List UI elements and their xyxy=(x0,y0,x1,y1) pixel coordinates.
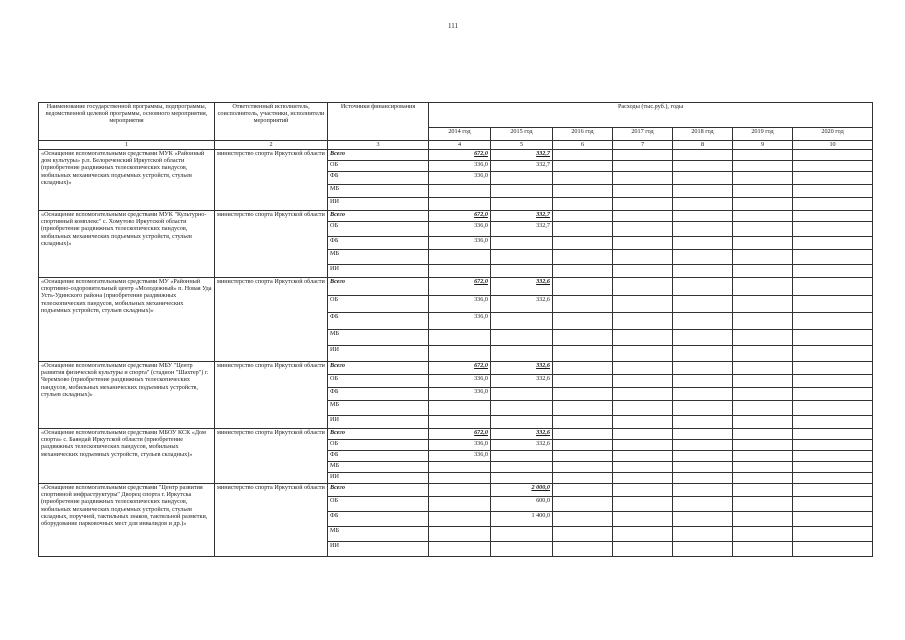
expense-value-2014 xyxy=(429,484,491,497)
responsible-executor: министерство спорта Иркутской области xyxy=(215,484,328,557)
column-number: 9 xyxy=(733,141,793,150)
funding-source-label: МБ xyxy=(328,330,429,346)
funding-source-label: Всего xyxy=(328,211,429,222)
expense-value-2014 xyxy=(429,542,491,557)
expense-value-2015: 332,6 xyxy=(491,375,553,388)
expense-value-empty xyxy=(613,497,673,512)
expense-value-empty xyxy=(613,296,673,313)
expense-value-empty xyxy=(673,497,733,512)
expense-value-empty xyxy=(673,512,733,527)
expense-value-empty xyxy=(733,296,793,313)
expense-value-empty xyxy=(613,362,673,375)
expense-value-2014: 672,0 xyxy=(429,150,491,161)
expense-value-2014: 672,0 xyxy=(429,211,491,222)
expense-value-2015 xyxy=(491,473,553,484)
header-executor: Ответственный исполнитель, соисполнитель, участники, исполнители мероприятий xyxy=(215,103,328,141)
table-row xyxy=(39,429,873,440)
expense-value-empty xyxy=(733,172,793,185)
expense-value-empty xyxy=(553,150,613,161)
funding-source-label: Всего xyxy=(328,429,429,440)
expense-value-empty xyxy=(793,388,873,401)
expense-value-empty xyxy=(673,172,733,185)
expense-value-2015: 332,6 xyxy=(491,429,553,440)
expense-value-2015 xyxy=(491,172,553,185)
expense-value-empty xyxy=(613,440,673,451)
funding-source-label: ИИ xyxy=(328,198,429,211)
page-number: 111 xyxy=(448,22,458,30)
expense-value-empty xyxy=(553,542,613,557)
expense-value-2015 xyxy=(491,346,553,362)
table-row xyxy=(39,484,873,497)
expense-value-empty xyxy=(553,330,613,346)
funding-source-label: ФБ xyxy=(328,313,429,330)
expense-value-2015 xyxy=(491,401,553,416)
expense-value-2015 xyxy=(491,237,553,250)
expense-value-empty xyxy=(553,161,613,172)
expense-value-2014 xyxy=(429,497,491,512)
expense-value-2014: 336,0 xyxy=(429,161,491,172)
funding-source-label: МБ xyxy=(328,527,429,542)
expense-value-empty xyxy=(553,512,613,527)
expense-value-empty xyxy=(613,484,673,497)
expense-value-empty xyxy=(553,185,613,198)
expense-value-empty xyxy=(613,172,673,185)
expense-value-empty xyxy=(793,462,873,473)
funding-source-label: ФБ xyxy=(328,172,429,185)
expense-value-empty xyxy=(673,198,733,211)
expense-value-empty xyxy=(613,161,673,172)
column-number: 2 xyxy=(215,141,328,150)
expense-value-2015: 332,6 xyxy=(491,440,553,451)
expense-value-empty xyxy=(673,429,733,440)
expense-value-empty xyxy=(613,451,673,462)
expense-value-empty xyxy=(793,346,873,362)
expense-value-2014: 336,0 xyxy=(429,388,491,401)
funding-source-label: ФБ xyxy=(328,388,429,401)
expense-value-empty xyxy=(793,527,873,542)
expense-value-empty xyxy=(793,375,873,388)
funding-source-label: Всего xyxy=(328,278,429,296)
expense-value-2014 xyxy=(429,330,491,346)
expense-value-empty xyxy=(553,484,613,497)
table-row xyxy=(39,150,873,161)
expense-value-empty xyxy=(673,440,733,451)
expense-value-2015 xyxy=(491,527,553,542)
expense-value-empty xyxy=(733,161,793,172)
expense-value-empty xyxy=(793,362,873,375)
funding-source-label: МБ xyxy=(328,401,429,416)
header-expenses: Расходы (тыс.руб.), годы xyxy=(429,103,873,128)
expense-value-empty xyxy=(793,416,873,429)
expense-value-empty xyxy=(553,440,613,451)
header-year: 2016 год xyxy=(553,128,613,141)
expense-value-empty xyxy=(733,497,793,512)
expense-value-2014 xyxy=(429,250,491,265)
expense-value-empty xyxy=(733,484,793,497)
expense-value-empty xyxy=(553,265,613,278)
table-row xyxy=(39,211,873,222)
expense-value-empty xyxy=(733,542,793,557)
expense-value-empty xyxy=(673,346,733,362)
expense-value-2014: 672,0 xyxy=(429,429,491,440)
expense-value-empty xyxy=(673,222,733,237)
expense-value-empty xyxy=(793,278,873,296)
expense-value-2015 xyxy=(491,451,553,462)
expense-value-2014 xyxy=(429,527,491,542)
expense-value-empty xyxy=(613,429,673,440)
expense-value-empty xyxy=(553,375,613,388)
expense-value-empty xyxy=(673,296,733,313)
expense-value-empty xyxy=(793,250,873,265)
expense-value-empty xyxy=(793,440,873,451)
expense-value-empty xyxy=(673,330,733,346)
expense-value-2015 xyxy=(491,416,553,429)
expense-value-empty xyxy=(673,473,733,484)
expense-value-empty xyxy=(733,473,793,484)
expense-value-2014 xyxy=(429,416,491,429)
expense-value-empty xyxy=(733,401,793,416)
expense-value-empty xyxy=(613,222,673,237)
expense-value-empty xyxy=(673,265,733,278)
expense-value-2015: 332,6 xyxy=(491,296,553,313)
expense-value-empty xyxy=(613,512,673,527)
activity-description: «Оснащение вспомогательными средствами МУ «Районный спортивно-оздоровительный центр «Молодежный» п. Новая Уда Усть-Удинского района (приобретение раздвижных телескопических пандусов, мобильных механических подъемных устройств, стульев складных)» xyxy=(39,278,215,362)
expense-value-empty xyxy=(553,462,613,473)
expense-value-2014: 336,0 xyxy=(429,313,491,330)
funding-source-label: МБ xyxy=(328,250,429,265)
funding-source-label: ОБ xyxy=(328,497,429,512)
funding-source-label: Всего xyxy=(328,362,429,375)
expense-value-2015 xyxy=(491,330,553,346)
expense-value-empty xyxy=(553,388,613,401)
expense-value-2015 xyxy=(491,542,553,557)
expense-value-empty xyxy=(673,250,733,265)
expense-value-empty xyxy=(613,416,673,429)
expense-value-empty xyxy=(793,473,873,484)
funding-source-label: Всего xyxy=(328,484,429,497)
expense-value-empty xyxy=(673,185,733,198)
expense-value-empty xyxy=(793,198,873,211)
expense-value-empty xyxy=(733,527,793,542)
expense-value-2014: 672,0 xyxy=(429,362,491,375)
expense-value-2015: 332,6 xyxy=(491,362,553,375)
funding-source-label: ОБ xyxy=(328,296,429,313)
expense-value-empty xyxy=(673,401,733,416)
expense-value-empty xyxy=(793,542,873,557)
funding-source-label: ИИ xyxy=(328,265,429,278)
table-row xyxy=(39,278,873,296)
expense-value-empty xyxy=(613,462,673,473)
expense-value-empty xyxy=(613,527,673,542)
expense-value-empty xyxy=(733,150,793,161)
expense-value-empty xyxy=(733,429,793,440)
funding-source-label: ОБ xyxy=(328,375,429,388)
expense-value-empty xyxy=(673,451,733,462)
expense-value-2014 xyxy=(429,265,491,278)
expense-value-empty xyxy=(613,388,673,401)
expense-value-2014 xyxy=(429,401,491,416)
expense-value-empty xyxy=(733,330,793,346)
funding-source-label: МБ xyxy=(328,185,429,198)
funding-source-label: ФБ xyxy=(328,512,429,527)
expense-value-empty xyxy=(553,473,613,484)
expense-value-empty xyxy=(673,542,733,557)
header-year: 2019 год xyxy=(733,128,793,141)
expense-value-empty xyxy=(613,211,673,222)
expense-value-empty xyxy=(793,265,873,278)
activity-description: «Оснащение вспомогательными средствами МБУ "Центр развития физической культуры и спорта" (стадион "Шахтер") г. Черемхово (приобретение раздвижных телескопических пандусов, мобильных механических подъемных устройств, стульев складных)» xyxy=(39,362,215,429)
expense-value-empty xyxy=(553,296,613,313)
expense-value-empty xyxy=(673,388,733,401)
expense-value-empty xyxy=(733,462,793,473)
activity-description: «Оснащение вспомогательными средствами "Центр развития спортивной инфраструктуры" Дворец спорта г. Иркутска (приобретение раздвижных телескопических пандусов, мобильных механических подъемных устройств, стульев складных, поручней, тактильных знаков, тактильной разметки, оборудование парковочных мест для инвалидов и др.)» xyxy=(39,484,215,557)
expense-value-empty xyxy=(733,416,793,429)
expense-value-empty xyxy=(733,375,793,388)
column-number: 4 xyxy=(429,141,491,150)
funding-source-label: ИИ xyxy=(328,346,429,362)
expense-value-empty xyxy=(553,346,613,362)
column-number: 7 xyxy=(613,141,673,150)
expense-value-empty xyxy=(613,346,673,362)
expense-value-empty xyxy=(673,375,733,388)
expense-value-empty xyxy=(673,484,733,497)
expense-value-empty xyxy=(613,330,673,346)
expense-value-empty xyxy=(793,497,873,512)
expense-value-empty xyxy=(793,429,873,440)
expense-value-empty xyxy=(733,313,793,330)
expense-value-empty xyxy=(553,527,613,542)
column-number: 5 xyxy=(491,141,553,150)
expense-value-empty xyxy=(613,150,673,161)
expense-value-empty xyxy=(553,497,613,512)
expense-value-2014 xyxy=(429,512,491,527)
expense-value-empty xyxy=(673,462,733,473)
column-number: 6 xyxy=(553,141,613,150)
expense-value-empty xyxy=(553,278,613,296)
funding-source-label: ФБ xyxy=(328,451,429,462)
funding-source-label: ИИ xyxy=(328,473,429,484)
expense-value-empty xyxy=(673,278,733,296)
expense-value-empty xyxy=(793,150,873,161)
expense-value-empty xyxy=(733,250,793,265)
expense-value-empty xyxy=(553,416,613,429)
expense-value-empty xyxy=(553,401,613,416)
expense-value-empty xyxy=(793,451,873,462)
expense-value-empty xyxy=(613,198,673,211)
expense-value-empty xyxy=(553,222,613,237)
funding-source-label: МБ xyxy=(328,462,429,473)
expense-value-empty xyxy=(553,429,613,440)
column-number: 10 xyxy=(793,141,873,150)
expense-value-2014: 336,0 xyxy=(429,172,491,185)
expense-value-2015: 2 000,0 xyxy=(491,484,553,497)
expense-value-2015 xyxy=(491,185,553,198)
expense-value-empty xyxy=(613,473,673,484)
header-year: 2015 год xyxy=(491,128,553,141)
expense-value-2014: 336,0 xyxy=(429,375,491,388)
expense-value-empty xyxy=(793,296,873,313)
expense-value-empty xyxy=(613,542,673,557)
expense-value-empty xyxy=(553,237,613,250)
expense-value-empty xyxy=(673,362,733,375)
expense-value-empty xyxy=(673,237,733,250)
expense-value-2014: 336,0 xyxy=(429,237,491,250)
expense-value-empty xyxy=(553,250,613,265)
activity-description: «Оснащение вспомогательными средствами МУК "Культурно-спортивный комплекс" с. Хомутово Иркутской области (приобретение раздвижных телескопических пандусов, мобильных механических подъемных устройств, стульев складных)» xyxy=(39,211,215,278)
expense-value-empty xyxy=(793,330,873,346)
expense-value-2015 xyxy=(491,250,553,265)
expense-value-2014 xyxy=(429,462,491,473)
expense-value-empty xyxy=(613,265,673,278)
expense-value-2015: 332,6 xyxy=(491,278,553,296)
header-name: Наименование государственной программы, подпрограммы, ведомственной целевой программы, основного мероприятия, мероприятия xyxy=(39,103,215,141)
expense-value-2014: 336,0 xyxy=(429,440,491,451)
funding-source-label: ФБ xyxy=(328,237,429,250)
funding-source-label: ИИ xyxy=(328,542,429,557)
expense-value-2015 xyxy=(491,388,553,401)
funding-source-label: ОБ xyxy=(328,440,429,451)
expense-value-2015 xyxy=(491,462,553,473)
expense-value-2014 xyxy=(429,198,491,211)
expense-value-empty xyxy=(733,362,793,375)
funding-source-label: Всего xyxy=(328,150,429,161)
expense-value-empty xyxy=(733,388,793,401)
responsible-executor: министерство спорта Иркутской области xyxy=(215,429,328,484)
expense-value-2014: 336,0 xyxy=(429,222,491,237)
expense-value-empty xyxy=(673,416,733,429)
financing-table xyxy=(38,102,873,557)
funding-source-label: ИИ xyxy=(328,416,429,429)
expense-value-empty xyxy=(733,346,793,362)
expense-value-empty xyxy=(613,401,673,416)
expense-value-2014: 672,0 xyxy=(429,278,491,296)
expense-value-empty xyxy=(733,265,793,278)
expense-value-empty xyxy=(793,401,873,416)
expense-value-2014 xyxy=(429,185,491,198)
header-year: 2020 год xyxy=(793,128,873,141)
expense-value-empty xyxy=(793,161,873,172)
expense-value-empty xyxy=(673,211,733,222)
responsible-executor: министерство спорта Иркутской области xyxy=(215,278,328,362)
table-row xyxy=(39,362,873,375)
expense-value-2014 xyxy=(429,473,491,484)
expense-value-2015: 1 400,0 xyxy=(491,512,553,527)
expense-value-empty xyxy=(733,512,793,527)
expense-value-empty xyxy=(793,237,873,250)
expense-value-empty xyxy=(673,150,733,161)
expense-value-empty xyxy=(613,185,673,198)
expense-value-empty xyxy=(613,313,673,330)
expense-value-empty xyxy=(553,198,613,211)
expense-value-empty xyxy=(733,278,793,296)
header-year: 2017 год xyxy=(613,128,673,141)
activity-description: «Оснащение вспомогательными средствами МУК «Районный дом культуры» р.п. Белореченский Иркутской области (приобретение раздвижных телескопических пандусов, мобильных механических подъемных устройств, стульев складных)» xyxy=(39,150,215,211)
expense-value-empty xyxy=(793,172,873,185)
expense-value-empty xyxy=(553,172,613,185)
expense-value-2015: 332,7 xyxy=(491,150,553,161)
expense-value-empty xyxy=(733,451,793,462)
expense-value-empty xyxy=(673,313,733,330)
expense-value-empty xyxy=(793,484,873,497)
expense-value-2014: 336,0 xyxy=(429,296,491,313)
expense-value-empty xyxy=(613,375,673,388)
expense-value-2015: 600,0 xyxy=(491,497,553,512)
responsible-executor: министерство спорта Иркутской области xyxy=(215,362,328,429)
expense-value-empty xyxy=(553,362,613,375)
expense-value-empty xyxy=(613,250,673,265)
expense-value-empty xyxy=(793,512,873,527)
expense-value-empty xyxy=(553,211,613,222)
expense-value-empty xyxy=(673,527,733,542)
expense-value-empty xyxy=(733,211,793,222)
responsible-executor: министерство спорта Иркутской области xyxy=(215,150,328,211)
expense-value-empty xyxy=(733,440,793,451)
header-source: Источники финансирования xyxy=(328,103,429,141)
expense-value-empty xyxy=(673,161,733,172)
expense-value-empty xyxy=(613,237,673,250)
expense-value-empty xyxy=(733,198,793,211)
expense-value-2015 xyxy=(491,265,553,278)
expense-value-empty xyxy=(793,211,873,222)
column-number: 3 xyxy=(328,141,429,150)
expense-value-empty xyxy=(553,451,613,462)
column-number: 8 xyxy=(673,141,733,150)
expense-value-empty xyxy=(733,185,793,198)
expense-value-empty xyxy=(793,222,873,237)
header-year: 2018 год xyxy=(673,128,733,141)
expense-value-empty xyxy=(793,185,873,198)
expense-value-2014 xyxy=(429,346,491,362)
expense-value-empty xyxy=(613,278,673,296)
expense-value-empty xyxy=(553,313,613,330)
funding-source-label: ОБ xyxy=(328,161,429,172)
activity-description: «Оснащение вспомогательными средствами МБОУ КСК «Дом спорта» с. Баяндай Иркутской области (приобретение раздвижных телескопических пандусов, мобильных механических подъемных устройств, стульев складных)» xyxy=(39,429,215,484)
header-year: 2014 год xyxy=(429,128,491,141)
expense-value-empty xyxy=(733,222,793,237)
expense-value-empty xyxy=(733,237,793,250)
expense-value-2015 xyxy=(491,313,553,330)
column-number: 1 xyxy=(39,141,215,150)
funding-source-label: ОБ xyxy=(328,222,429,237)
expense-value-2015: 332,7 xyxy=(491,211,553,222)
expense-value-2015: 332,7 xyxy=(491,161,553,172)
expense-value-2015: 332,7 xyxy=(491,222,553,237)
expense-value-2014: 336,0 xyxy=(429,451,491,462)
responsible-executor: министерство спорта Иркутской области xyxy=(215,211,328,278)
expense-value-2015 xyxy=(491,198,553,211)
expense-value-empty xyxy=(793,313,873,330)
